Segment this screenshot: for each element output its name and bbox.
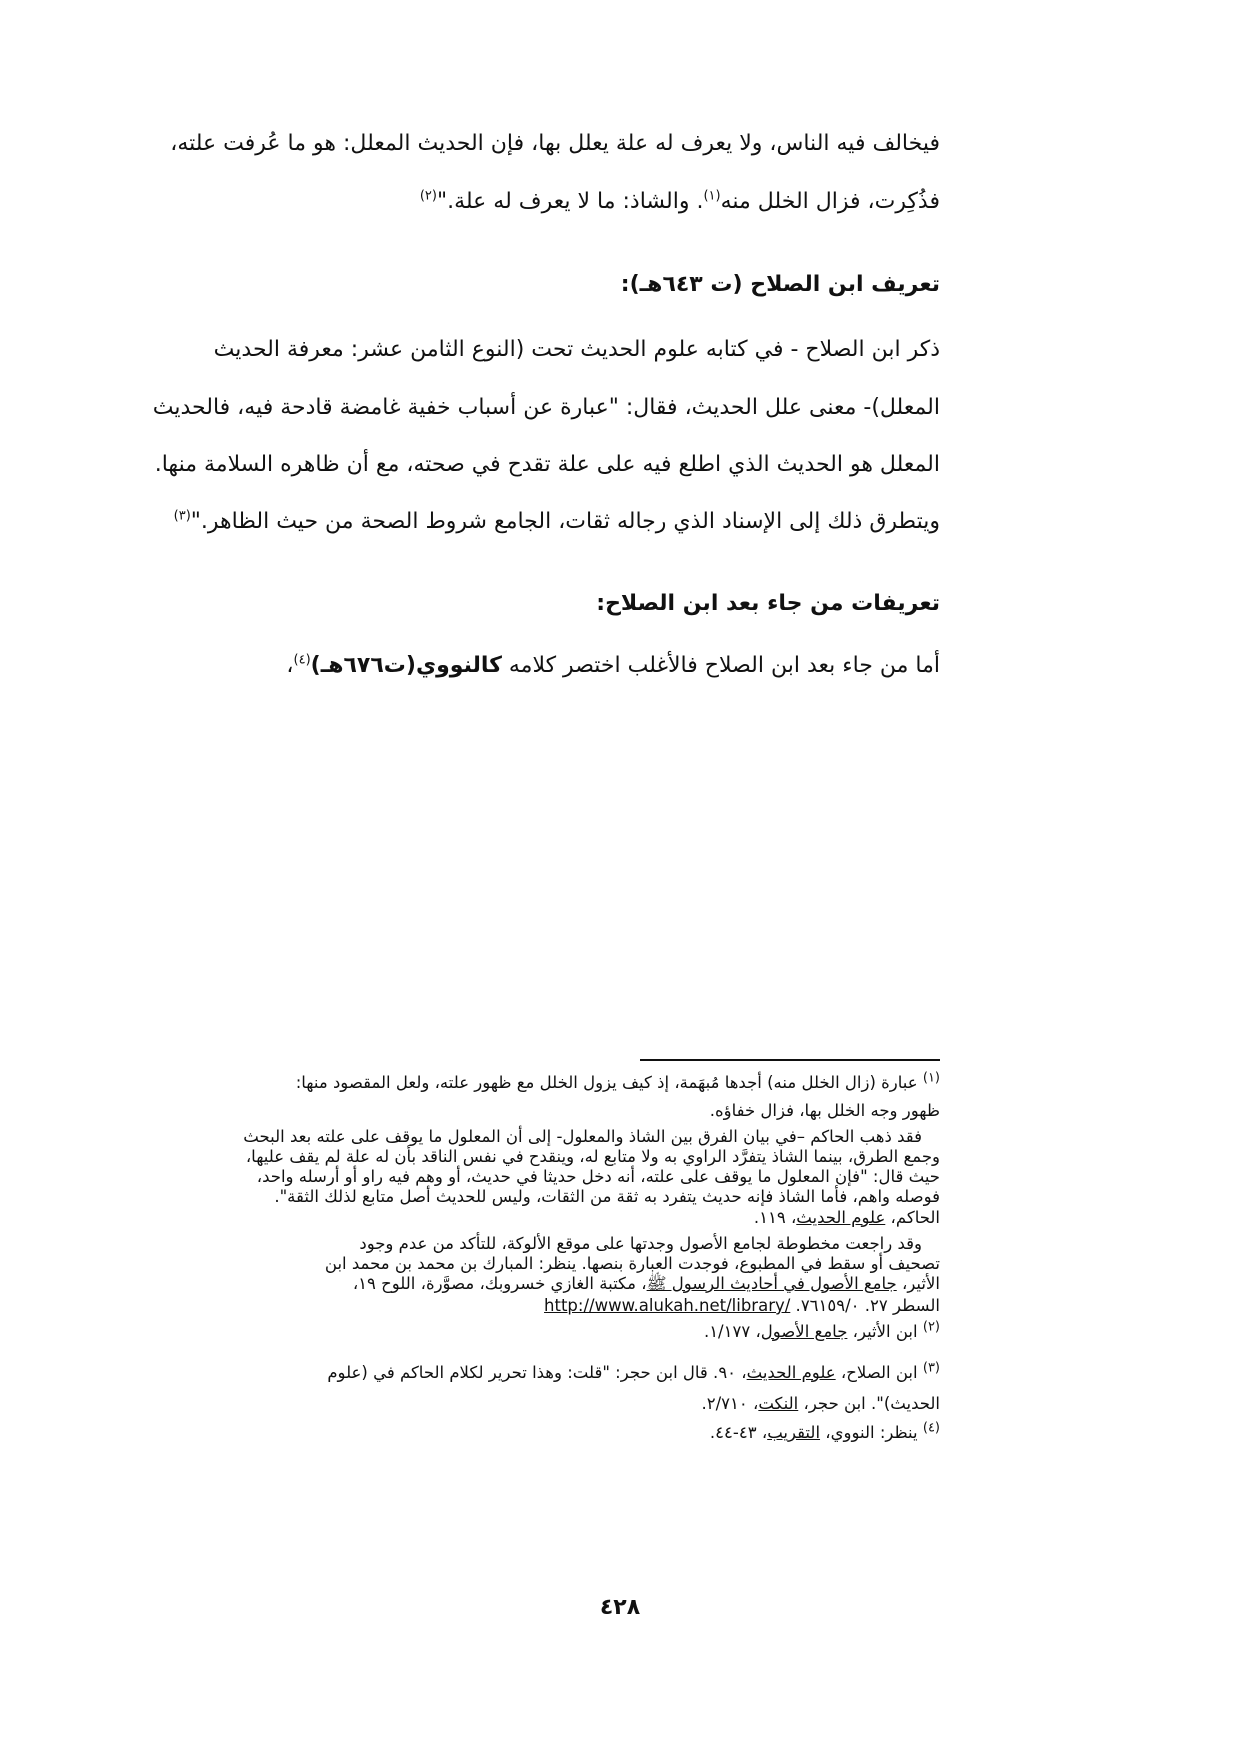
footnote-3-number: (٣) (922, 1360, 940, 1376)
fn1-p3l3b: ، مكتبة الغازي خسروبك، مصوَّرة، اللوح ١٩، (352, 1274, 647, 1293)
fn1-p3l3a: الأثير، (896, 1274, 940, 1293)
footnote-3-line-1 (150, 1360, 940, 1386)
paragraph-3 (150, 650, 940, 682)
footnote-4-number: (٤) (922, 1420, 940, 1436)
footnote-1-number: (١) (922, 1070, 940, 1086)
paragraph-2-line-4 (150, 506, 940, 538)
fn2-source-title: جامع الأصول (760, 1322, 848, 1341)
fn1-p3l4a: السطر ٢٧. ٧٦١٥٩/٠. (790, 1296, 940, 1315)
footnote-1-para2-line-5 (150, 1208, 940, 1227)
footnote-1-para3-line-3 (150, 1274, 940, 1293)
fn4-b: ، ٤٣-٤٤. (709, 1423, 768, 1442)
footnote-1-line-1 (150, 1070, 940, 1096)
p2l4-text: ويتطرق ذلك إلى الإسناد الذي رجاله ثقات، الجامع شروط الصحة من حيث الظاهر." (190, 509, 940, 534)
alukah-library-link[interactable]: http://www.alukah.net/library/ (544, 1296, 791, 1315)
section-heading-after-ibn-salah: تعريفات من جاء بعد ابن الصلاح: (596, 591, 940, 616)
fn1-source-title-2: جامع الأصول في أحاديث الرسول ﷺ (646, 1274, 897, 1293)
footnote-1-para3-line-1: وقد راجعت مخطوطة لجامع الأصول وجدتها على موقع الألوكة، للتأكد من عدم وجود (359, 1234, 922, 1253)
fn3-source-title-2: النكت (758, 1394, 799, 1413)
footnote-2 (150, 1319, 940, 1341)
fn4-a: ينظر: النووي، (820, 1423, 923, 1442)
footnote-ref-3[interactable]: (٣) (173, 508, 191, 524)
fn1-p2l5b: ، ١١٩. (753, 1208, 797, 1227)
fn4-source-title: التقريب (767, 1423, 821, 1442)
fn1-p2l5a: الحاكم، (885, 1208, 940, 1227)
paragraph-1-line-1: فيخالف فيه الناس، ولا يعرف له علة يعلل بها، فإن الحديث المعلل: هو ما عُرفت علته، (170, 131, 940, 156)
fn3-b: ، ٩٠. قال ابن حجر: "قلت: وهذا تحرير لكلام الحاكم في (علوم (327, 1363, 747, 1382)
footnote-1-para2-line-1: فقد ذهب الحاكم –في بيان الفرق بين الشاذ والمعلول- إلى أن المعلول ما يوقف على علته بعد البحث (243, 1127, 922, 1146)
section-heading-ibn-salah: تعريف ابن الصلاح (ت ٦٤٣هـ): (620, 272, 940, 297)
footnote-4 (150, 1420, 940, 1446)
paragraph-2-line-2: المعلل)- معنى علل الحديث، فقال: "عبارة عن أسباب خفية غامضة قادحة فيه، فالحديث (152, 395, 940, 420)
fn2-b: ، ١/١٧٧. (703, 1322, 761, 1341)
paragraph-1-line-2 (150, 186, 940, 218)
paragraph-2-line-3: المعلل هو الحديث الذي اطلع فيه على علة تقدح في صحته، مع أن ظاهره السلامة منها. (154, 452, 940, 477)
footnote-separator (640, 1059, 940, 1061)
footnote-ref-2[interactable]: (٢) (419, 188, 437, 204)
fn1-source-title-1: علوم الحديث (796, 1208, 886, 1227)
paragraph-2-line-1: ذكر ابن الصلاح - في كتابه علوم الحديث تحت (النوع الثامن عشر: معرفة الحديث (213, 337, 940, 362)
fn3-source-title: علوم الحديث (746, 1363, 836, 1382)
fn1-l1: عبارة (زال الخلل منه) أجدها مُبهَمة، إذ كيف يزول الخلل مع ظهور علته، ولعل المقصود منها: (295, 1073, 923, 1092)
fn3-l2b: ، ٢/٧١٠. (701, 1394, 759, 1413)
footnote-3-line-2 (150, 1391, 940, 1417)
fn3-a: ابن الصلاح، (835, 1363, 923, 1382)
footnote-1-para2-line-4: فوصله واهم، فأما الشاذ فإنه حديث يتفرد به ثقة من الثقات، وليس للحديث أصل متابع لذلك الثقة". (274, 1187, 940, 1206)
p3-text: أما من جاء بعد ابن الصلاح فالأغلب اختصر كلامه (501, 653, 940, 678)
footnote-1-para3-line-2: تصحيف أو سقط في المطبوع، فوجدت العبارة بنصها. ينظر: المبارك بن محمد بن محمد ابن (324, 1254, 940, 1273)
footnote-1-para3-line-4 (150, 1296, 940, 1315)
p1l2-cont: . والشاذ: ما لا يعرف له علة." (436, 189, 704, 214)
footnote-1-line-2: ظهور وجه الخلل بها، فزال خفاؤه. (709, 1101, 940, 1120)
footnote-1-para2-line-3: حيث قال: "فإن المعلول ما يوقف على علته، أنه دخل حديثا في حديث، أو وهم فيه راو أو أرسله واحد، (256, 1167, 940, 1186)
fn2-a: ابن الأثير، (847, 1322, 923, 1341)
footnote-ref-4[interactable]: (٤) (293, 652, 311, 668)
p3-bold-nawawi: كالنووي(ت٦٧٦هـ) (310, 653, 502, 678)
p3-end: ، (286, 653, 294, 678)
page-number: ٤٢٨ (599, 1595, 641, 1620)
footnote-2-number: (٢) (922, 1319, 940, 1335)
footnote-ref-1[interactable]: (١) (703, 188, 721, 204)
fn3-l2a: الحديث)". ابن حجر، (798, 1394, 940, 1413)
footnote-1-para2-line-2: وجمع الطرق، بينما الشاذ يتفرَّد الراوي به ولا متابع له، وينقدح في نفس الناقد بأن له علة لم يقف عليها، (245, 1147, 940, 1166)
p1l2-text: فذُكِرت، فزال الخلل منه (720, 189, 940, 214)
